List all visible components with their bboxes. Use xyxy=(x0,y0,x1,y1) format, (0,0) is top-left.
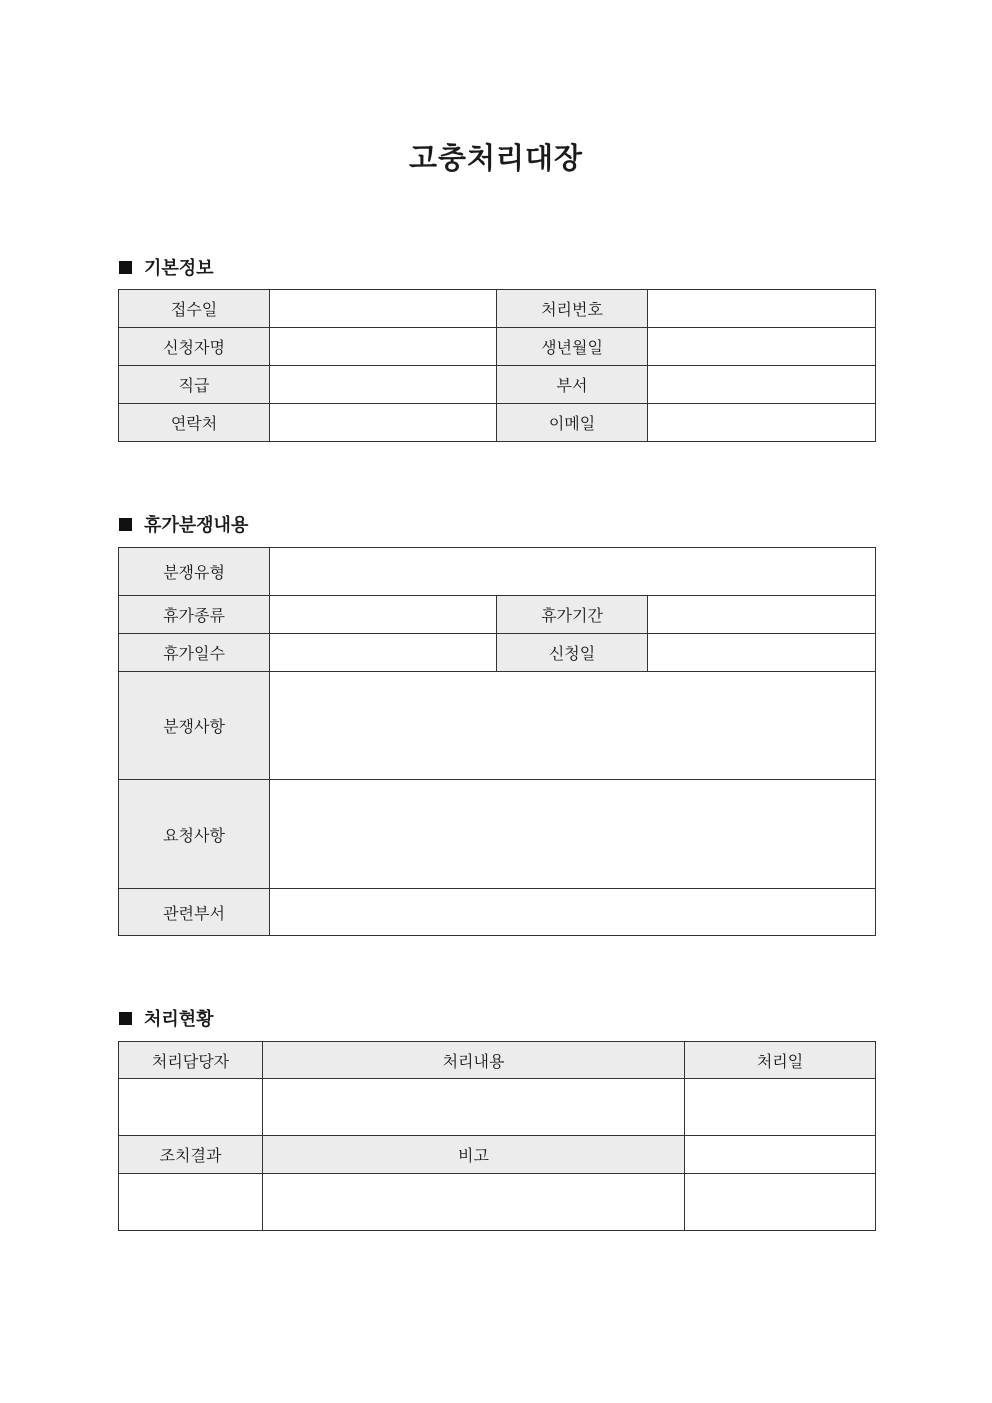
leave-kind-label: 휴가종류 xyxy=(119,596,270,634)
dispute-heading-text: 휴가분쟁내용 xyxy=(144,515,249,536)
handler-field[interactable] xyxy=(119,1079,263,1136)
applicant-name-field[interactable] xyxy=(270,328,497,366)
basic-info-heading xyxy=(119,254,214,280)
table-row xyxy=(119,889,876,936)
apply-date-field[interactable] xyxy=(648,634,876,672)
square-bullet-icon xyxy=(119,261,132,274)
table-row xyxy=(119,548,876,596)
dispute-matter-field[interactable] xyxy=(270,672,876,780)
action-result-field[interactable] xyxy=(119,1174,263,1231)
process-date-field[interactable] xyxy=(685,1079,876,1136)
dispute-heading xyxy=(119,511,248,537)
extra-field[interactable] xyxy=(685,1174,876,1231)
birth-date-label: 생년월일 xyxy=(497,328,648,366)
contact-label: 연락처 xyxy=(119,404,270,442)
status-heading xyxy=(119,1005,214,1031)
dispute-matter-label: 분쟁사항 xyxy=(119,672,270,780)
square-bullet-icon xyxy=(119,518,132,531)
blank-header-cell xyxy=(685,1136,876,1174)
table-row xyxy=(119,328,876,366)
contact-field[interactable] xyxy=(270,404,497,442)
leave-kind-field[interactable] xyxy=(270,596,497,634)
table-row xyxy=(119,404,876,442)
apply-date-label: 신청일 xyxy=(497,634,648,672)
process-number-label: 처리번호 xyxy=(497,290,648,328)
dispute-type-label: 분쟁유형 xyxy=(119,548,270,596)
process-content-label: 처리내용 xyxy=(263,1042,685,1079)
document-title: 고충처리대장 xyxy=(408,141,584,175)
table-row xyxy=(119,1079,876,1136)
position-field[interactable] xyxy=(270,366,497,404)
leave-period-label: 휴가기간 xyxy=(497,596,648,634)
process-content-field[interactable] xyxy=(263,1079,685,1136)
email-label: 이메일 xyxy=(497,404,648,442)
table-row xyxy=(119,1174,876,1231)
applicant-name-label: 신청자명 xyxy=(119,328,270,366)
request-matter-label: 요청사항 xyxy=(119,780,270,889)
table-row xyxy=(119,672,876,780)
email-field[interactable] xyxy=(648,404,876,442)
basic-info-table xyxy=(118,289,876,442)
related-dept-label: 관련부서 xyxy=(119,889,270,936)
birth-date-field[interactable] xyxy=(648,328,876,366)
department-field[interactable] xyxy=(648,366,876,404)
table-row xyxy=(119,1042,876,1079)
remarks-label: 비고 xyxy=(263,1136,685,1174)
process-number-field[interactable] xyxy=(648,290,876,328)
table-row xyxy=(119,780,876,889)
table-row xyxy=(119,634,876,672)
leave-period-field[interactable] xyxy=(648,596,876,634)
status-heading-text: 처리현황 xyxy=(144,1009,214,1030)
basic-info-heading-text: 기본정보 xyxy=(144,258,214,279)
receipt-date-field[interactable] xyxy=(270,290,497,328)
square-bullet-icon xyxy=(119,1012,132,1025)
action-result-label: 조치결과 xyxy=(119,1136,263,1174)
position-label: 직급 xyxy=(119,366,270,404)
table-row xyxy=(119,596,876,634)
process-date-label: 처리일 xyxy=(685,1042,876,1079)
table-row xyxy=(119,1136,876,1174)
department-label: 부서 xyxy=(497,366,648,404)
dispute-type-field[interactable] xyxy=(270,548,876,596)
dispute-table xyxy=(118,547,876,936)
handler-label: 처리담당자 xyxy=(119,1042,263,1079)
table-row xyxy=(119,366,876,404)
receipt-date-label: 접수일 xyxy=(119,290,270,328)
related-dept-field[interactable] xyxy=(270,889,876,936)
table-row xyxy=(119,290,876,328)
status-table xyxy=(118,1041,876,1231)
request-matter-field[interactable] xyxy=(270,780,876,889)
remarks-field[interactable] xyxy=(263,1174,685,1231)
leave-days-label: 휴가일수 xyxy=(119,634,270,672)
leave-days-field[interactable] xyxy=(270,634,497,672)
